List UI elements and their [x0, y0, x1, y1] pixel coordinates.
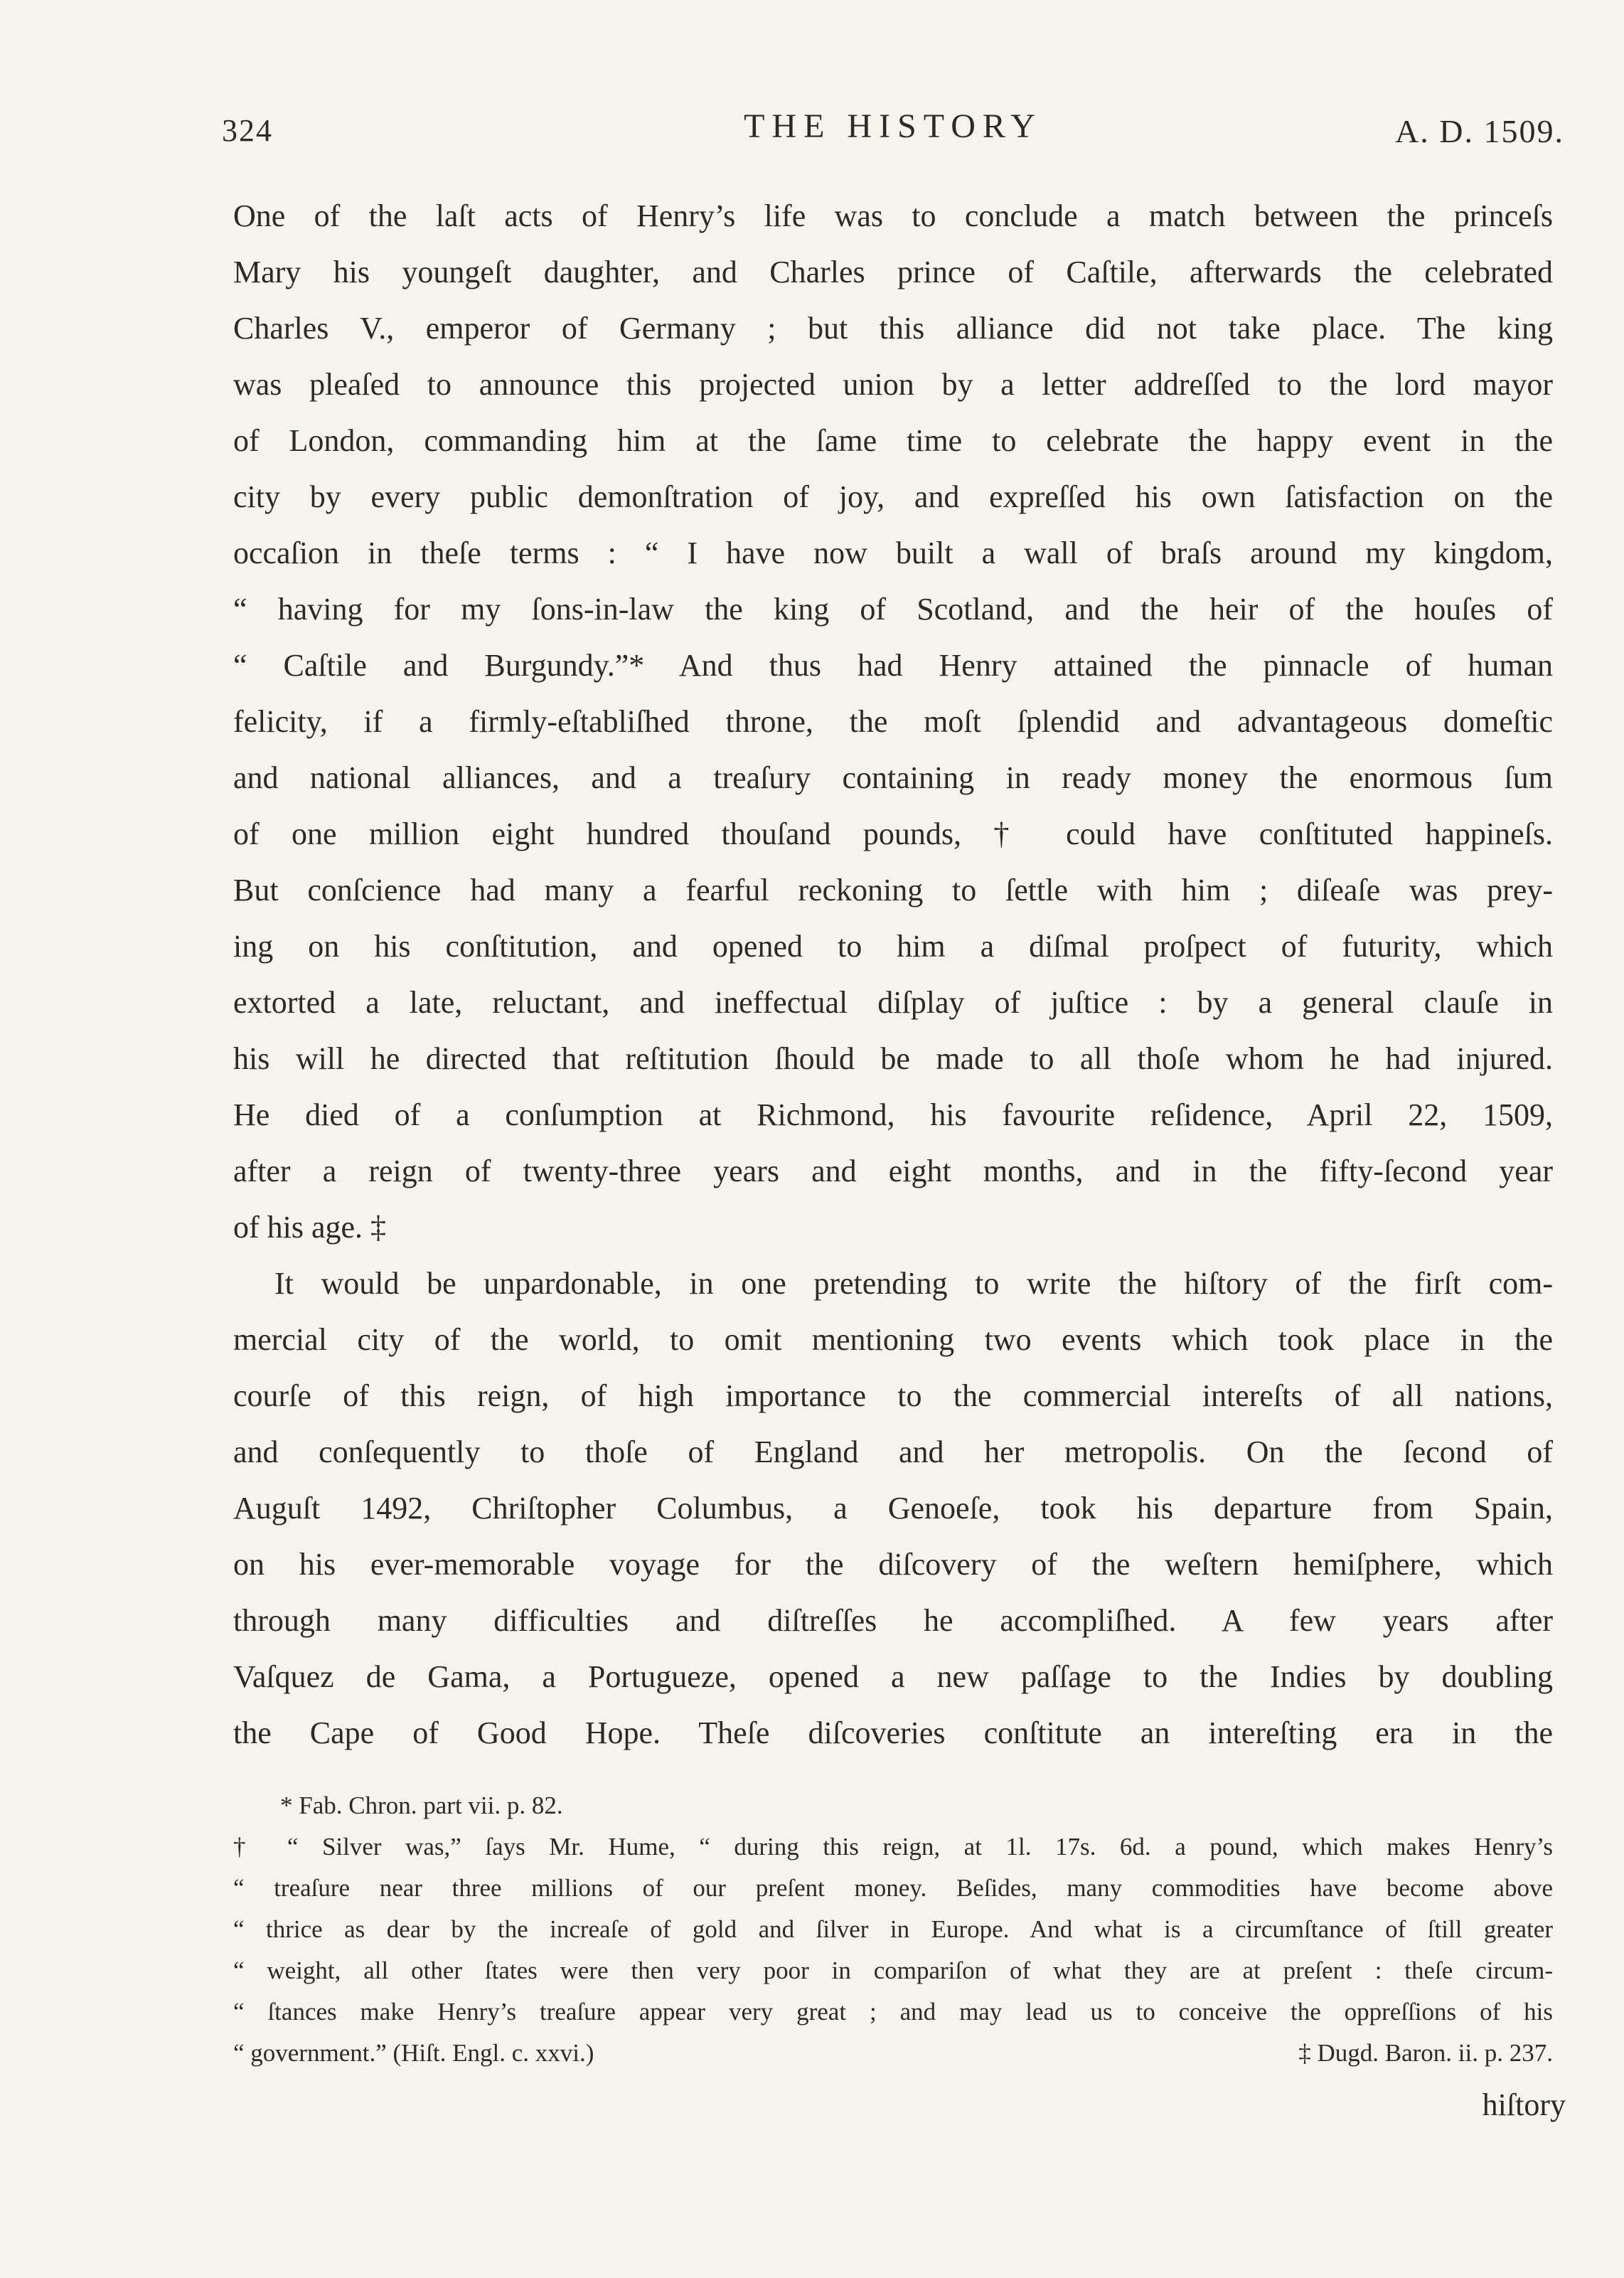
- text-line-26: through many difficulties and diſtreſſes he accompliſhed. A few years after: [233, 1603, 1553, 1638]
- footnote-2-line-2: “ treaſure near three millions of our preſent money. Beſides, many commodities have become above: [233, 1874, 1553, 1902]
- text-line-16: his will he directed that reſtitution ſhould be made to all thoſe whom he had injured.: [233, 1041, 1553, 1076]
- running-title: THE HISTORY: [744, 107, 1042, 145]
- text-line-13: But conſcience had many a fearful reckoning to ſettle with him ; diſeaſe was prey-: [233, 873, 1553, 908]
- text-line-19: of his age. ‡: [233, 1210, 387, 1245]
- text-line-17: He died of a conſumption at Richmond, his favourite reſidence, April 22, 1509,: [233, 1097, 1553, 1132]
- catchword: hiſtory: [1482, 2087, 1566, 2122]
- text-line-10: felicity, if a firmly-eſtabliſhed throne, the moſt ſplendid and advantageous domeſtic: [233, 704, 1553, 739]
- main-text: [233, 188, 1553, 1761]
- footnote-2-line-1: † “ Silver was,” ſays Mr. Hume, “ during this reign, at 1l. 17s. 6d. a pound, which makes Henry’s: [233, 1833, 1553, 1861]
- text-line-8: “ having for my ſons-in-law the king of Scotland, and the heir of the houſes of: [233, 592, 1553, 627]
- text-line-15: extorted a late, reluctant, and ineffectual diſplay of juſtice : by a general clauſe in: [233, 985, 1553, 1020]
- text-line-28: the Cape of Good Hope. Theſe diſcoveries conſtitute an intereſting era in the: [233, 1715, 1553, 1750]
- page-number: 324: [222, 113, 273, 148]
- running-date: A. D. 1509.: [1395, 113, 1564, 149]
- text-line-23: and conſequently to thoſe of England and her metropolis. On the ſecond of: [233, 1435, 1553, 1469]
- footnote-2-line-6: “ government.” (Hiſt. Engl. c. xxvi.): [233, 2039, 594, 2067]
- footnote-2-line-4: “ weight, all other ſtates were then very poor in compariſon of what they are at preſent : theſe circum-: [233, 1957, 1553, 1984]
- text-line-25: on his ever-memorable voyage for the diſcovery of the weſtern hemiſphere, which: [233, 1547, 1553, 1582]
- footnote-3: ‡ Dugd. Baron. ii. p. 237.: [1298, 2039, 1553, 2067]
- text-line-6: city by every public demonſtration of joy, and expreſſed his own ſatisfaction on the: [233, 479, 1553, 514]
- running-header: [222, 107, 1564, 164]
- text-line-5: of London, commanding him at the ſame time to celebrate the happy event in the: [233, 423, 1553, 458]
- text-line-11: and national alliances, and a treaſury containing in ready money the enormous ſum: [233, 760, 1553, 795]
- text-line-21: mercial city of the world, to omit mentioning two events which took place in the: [233, 1322, 1553, 1357]
- footnote-2-line-5: “ ſtances make Henry’s treaſure appear very great ; and may lead us to conceive the oppreſſions of his: [233, 1998, 1553, 2026]
- footnotes: [233, 1785, 1553, 2074]
- text-line-14: ing on his conſtitution, and opened to him a diſmal proſpect of futurity, which: [233, 929, 1553, 964]
- text-line-20: It would be unpardonable, in one pretending to write the hiſtory of the firſt com-: [274, 1266, 1553, 1301]
- text-line-4: was pleaſed to announce this projected union by a letter addreſſed to the lord mayor: [233, 367, 1553, 402]
- text-line-12: of one million eight hundred thouſand pounds, † could have conſtituted happineſs.: [233, 816, 1553, 851]
- text-line-22: courſe of this reign, of high importance to the commercial intereſts of all nations,: [233, 1378, 1553, 1413]
- text-line-1: One of the laſt acts of Henry’s life was to conclude a match between the princeſs: [233, 198, 1553, 233]
- text-line-18: after a reign of twenty-three years and eight months, and in the fifty-ſecond year: [233, 1154, 1553, 1188]
- text-line-7: occaſion in theſe terms : “ I have now built a wall of braſs around my kingdom,: [233, 536, 1553, 570]
- text-line-9: “ Caſtile and Burgundy.”* And thus had Henry attained the pinnacle of human: [233, 648, 1553, 683]
- text-line-2: Mary his youngeſt daughter, and Charles prince of Caſtile, afterwards the celebrated: [233, 255, 1553, 289]
- text-line-27: Vaſquez de Gama, a Portugueze, opened a new paſſage to the Indies by doubling: [233, 1659, 1553, 1694]
- text-line-3: Charles V., emperor of Germany ; but this alliance did not take place. The king: [233, 311, 1553, 346]
- footnote-2-line-3: “ thrice as dear by the increaſe of gold and ſilver in Europe. And what is a circumſtance of ſtill greater: [233, 1915, 1553, 1943]
- text-line-24: Auguſt 1492, Chriſtopher Columbus, a Genoeſe, took his departure from Spain,: [233, 1491, 1553, 1526]
- footnote-last-line: [233, 2033, 1553, 2074]
- footnote-1: * Fab. Chron. part vii. p. 82.: [280, 1792, 563, 1819]
